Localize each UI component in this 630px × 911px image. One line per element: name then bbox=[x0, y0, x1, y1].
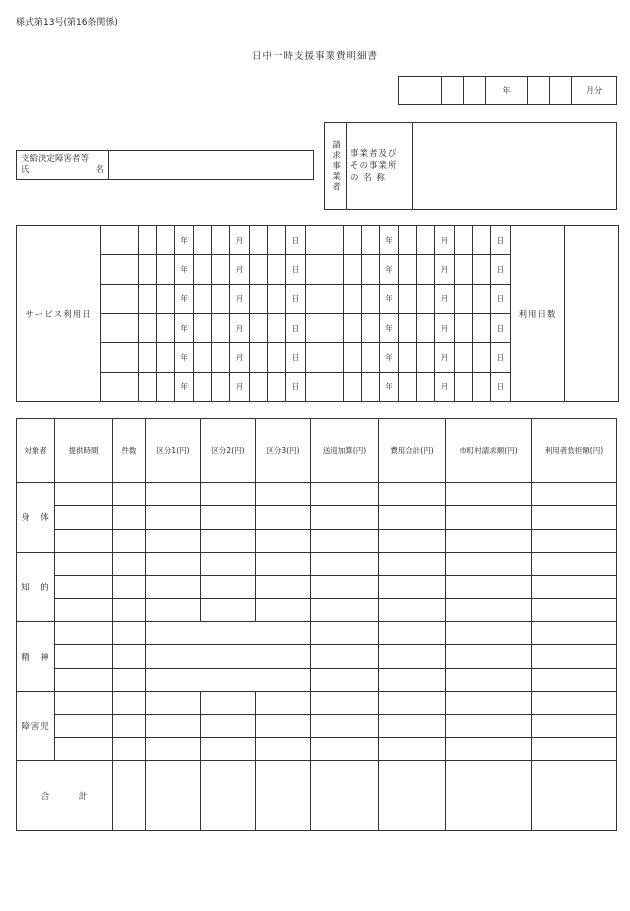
date-input-cell[interactable] bbox=[268, 255, 286, 284]
amount-cell[interactable] bbox=[256, 529, 311, 552]
date-input-cell[interactable] bbox=[212, 372, 230, 401]
amount-cell[interactable] bbox=[446, 506, 532, 529]
period-year-digit-cell[interactable] bbox=[464, 77, 486, 105]
amount-cell[interactable] bbox=[113, 645, 146, 668]
amount-cell[interactable] bbox=[113, 622, 146, 645]
amount-cell[interactable] bbox=[113, 668, 146, 691]
date-input-cell[interactable] bbox=[268, 343, 286, 372]
date-input-cell[interactable] bbox=[473, 255, 491, 284]
date-input-cell[interactable] bbox=[399, 372, 417, 401]
amount-cell[interactable] bbox=[532, 738, 617, 761]
service-days-row bbox=[17, 226, 619, 255]
date-input-cell[interactable] bbox=[473, 343, 491, 372]
date-month-label: 月 bbox=[230, 313, 250, 342]
total-amount-cell[interactable] bbox=[113, 761, 146, 831]
detail-row bbox=[17, 575, 617, 598]
date-day-label: 日 bbox=[286, 372, 306, 401]
detail-row bbox=[17, 645, 617, 668]
date-month-label: 月 bbox=[435, 284, 455, 313]
amount-cell[interactable] bbox=[55, 691, 113, 714]
amount-cell[interactable] bbox=[311, 506, 379, 529]
date-input-cell[interactable] bbox=[157, 255, 175, 284]
date-year-label: 年 bbox=[380, 226, 399, 255]
date-input-cell[interactable] bbox=[344, 372, 362, 401]
date-day-label: 日 bbox=[286, 226, 306, 255]
date-year-label: 年 bbox=[175, 372, 194, 401]
date-input-cell[interactable] bbox=[250, 284, 268, 313]
date-year-label: 年 bbox=[380, 372, 399, 401]
amount-cell[interactable] bbox=[201, 529, 256, 552]
amount-cell[interactable] bbox=[311, 599, 379, 622]
date-month-label: 月 bbox=[435, 226, 455, 255]
amount-cell[interactable] bbox=[256, 575, 311, 598]
detail-row bbox=[17, 715, 617, 738]
date-input-cell[interactable] bbox=[157, 226, 175, 255]
period-era-cell[interactable] bbox=[399, 77, 442, 105]
usage-days-field[interactable] bbox=[565, 226, 619, 402]
amount-cell[interactable] bbox=[201, 575, 256, 598]
date-year-label: 年 bbox=[175, 226, 194, 255]
date-day-label: 日 bbox=[286, 284, 306, 313]
service-days-table bbox=[16, 225, 619, 402]
amount-cell[interactable] bbox=[379, 691, 446, 714]
amount-cell[interactable] bbox=[311, 622, 379, 645]
amount-cell[interactable] bbox=[379, 575, 446, 598]
date-input-cell[interactable] bbox=[306, 284, 344, 313]
amount-cell[interactable] bbox=[113, 691, 146, 714]
detail-header-cell: 区分1(円) bbox=[146, 419, 201, 483]
amount-cell[interactable] bbox=[446, 645, 532, 668]
date-input-cell[interactable] bbox=[417, 284, 435, 313]
total-amount-cell[interactable] bbox=[201, 761, 256, 831]
date-input-cell[interactable] bbox=[455, 372, 473, 401]
amount-cell[interactable] bbox=[532, 506, 617, 529]
date-input-cell[interactable] bbox=[250, 255, 268, 284]
date-input-cell[interactable] bbox=[212, 255, 230, 284]
amount-cell[interactable] bbox=[446, 552, 532, 575]
recipient-label bbox=[17, 151, 109, 180]
detail-header-cell: 対象者 bbox=[17, 419, 55, 483]
date-input-cell[interactable] bbox=[194, 372, 212, 401]
amount-cell[interactable] bbox=[446, 668, 532, 691]
amount-cell[interactable] bbox=[55, 575, 113, 598]
amount-cell[interactable] bbox=[532, 575, 617, 598]
date-input-cell[interactable] bbox=[473, 372, 491, 401]
detail-header-cell: 区分2(円) bbox=[201, 419, 256, 483]
date-input-cell[interactable] bbox=[157, 284, 175, 313]
detail-row bbox=[17, 506, 617, 529]
date-year-label: 年 bbox=[175, 343, 194, 372]
date-input-cell[interactable] bbox=[399, 255, 417, 284]
date-input-cell[interactable] bbox=[455, 255, 473, 284]
date-input-cell[interactable] bbox=[250, 343, 268, 372]
amount-cell[interactable] bbox=[55, 552, 113, 575]
amount-cell[interactable] bbox=[446, 483, 532, 506]
amount-cell[interactable] bbox=[113, 529, 146, 552]
detail-row bbox=[17, 668, 617, 691]
amount-cell[interactable] bbox=[311, 575, 379, 598]
amount-cell[interactable] bbox=[379, 715, 446, 738]
amount-cell[interactable] bbox=[113, 552, 146, 575]
date-input-cell[interactable] bbox=[399, 284, 417, 313]
period-table bbox=[398, 76, 617, 105]
date-input-cell[interactable] bbox=[101, 313, 139, 342]
date-input-cell[interactable] bbox=[362, 372, 380, 401]
amount-cell[interactable] bbox=[532, 552, 617, 575]
provider-label-line1: 事業者及び bbox=[350, 149, 398, 159]
amount-cell[interactable] bbox=[201, 691, 256, 714]
detail-row bbox=[17, 599, 617, 622]
date-day-label: 日 bbox=[286, 343, 306, 372]
amount-cell[interactable] bbox=[55, 529, 113, 552]
amount-cell[interactable] bbox=[532, 599, 617, 622]
date-day-label: 日 bbox=[491, 313, 511, 342]
date-input-cell[interactable] bbox=[417, 372, 435, 401]
date-input-cell[interactable] bbox=[268, 313, 286, 342]
date-day-label: 日 bbox=[491, 284, 511, 313]
detail-row bbox=[17, 529, 617, 552]
date-year-label: 年 bbox=[175, 313, 194, 342]
amount-cell[interactable] bbox=[379, 529, 446, 552]
detail-header-cell: 送迎加算(円) bbox=[311, 419, 379, 483]
date-input-cell[interactable] bbox=[399, 313, 417, 342]
date-input-cell[interactable] bbox=[250, 372, 268, 401]
date-day-label: 日 bbox=[491, 372, 511, 401]
amount-cell[interactable] bbox=[446, 599, 532, 622]
date-month-label: 月 bbox=[230, 372, 250, 401]
provider-name-field[interactable] bbox=[413, 123, 617, 210]
detail-header-cell: 市町村請求額(円) bbox=[446, 419, 532, 483]
date-day-label: 日 bbox=[491, 255, 511, 284]
total-amount-cell[interactable] bbox=[532, 761, 617, 831]
date-input-cell[interactable] bbox=[455, 343, 473, 372]
amount-cell[interactable] bbox=[256, 506, 311, 529]
date-input-cell[interactable] bbox=[362, 313, 380, 342]
date-year-label: 年 bbox=[380, 343, 399, 372]
date-month-label: 月 bbox=[435, 372, 455, 401]
date-input-cell[interactable] bbox=[344, 255, 362, 284]
date-input-cell[interactable] bbox=[306, 372, 344, 401]
date-input-cell[interactable] bbox=[473, 226, 491, 255]
detail-header-cell: 件数 bbox=[113, 419, 146, 483]
date-input-cell[interactable] bbox=[101, 343, 139, 372]
amount-cell[interactable] bbox=[146, 715, 201, 738]
amount-cell[interactable] bbox=[311, 645, 379, 668]
date-input-cell[interactable] bbox=[101, 284, 139, 313]
date-month-label: 月 bbox=[230, 226, 250, 255]
date-year-label: 年 bbox=[175, 284, 194, 313]
detail-header-cell: 区分3(円) bbox=[256, 419, 311, 483]
period-month-label: 月分 bbox=[572, 77, 617, 105]
period-year-digit-cell[interactable] bbox=[442, 77, 464, 105]
amount-cell[interactable] bbox=[532, 715, 617, 738]
amount-cell[interactable] bbox=[311, 668, 379, 691]
recipient-label-line2b: 名 bbox=[95, 165, 104, 175]
date-input-cell[interactable] bbox=[194, 343, 212, 372]
amount-cell[interactable] bbox=[532, 483, 617, 506]
period-month-digit-cell[interactable] bbox=[550, 77, 572, 105]
amount-cell[interactable] bbox=[256, 599, 311, 622]
amount-cell[interactable] bbox=[201, 599, 256, 622]
date-input-cell[interactable] bbox=[417, 343, 435, 372]
total-amount-cell[interactable] bbox=[446, 761, 532, 831]
date-input-cell[interactable] bbox=[212, 343, 230, 372]
amount-cell[interactable] bbox=[55, 645, 113, 668]
recipient-label-line1: 支給決定障害者等 bbox=[21, 154, 90, 164]
detail-row bbox=[17, 622, 617, 645]
amount-cell[interactable] bbox=[379, 622, 446, 645]
date-input-cell[interactable] bbox=[139, 255, 157, 284]
amount-cell[interactable] bbox=[311, 483, 379, 506]
amount-cell[interactable] bbox=[146, 622, 311, 645]
amount-cell[interactable] bbox=[146, 552, 201, 575]
amount-cell[interactable] bbox=[446, 622, 532, 645]
group-label: 精 神 bbox=[17, 622, 55, 692]
date-input-cell[interactable] bbox=[268, 284, 286, 313]
amount-cell[interactable] bbox=[379, 506, 446, 529]
date-input-cell[interactable] bbox=[101, 255, 139, 284]
amount-cell[interactable] bbox=[446, 529, 532, 552]
date-month-label: 月 bbox=[230, 284, 250, 313]
date-input-cell[interactable] bbox=[194, 226, 212, 255]
detail-header-cell: 利用者負担額(円) bbox=[532, 419, 617, 483]
date-day-label: 日 bbox=[491, 226, 511, 255]
date-input-cell[interactable] bbox=[473, 313, 491, 342]
date-input-cell[interactable] bbox=[306, 313, 344, 342]
provider-table bbox=[324, 122, 617, 210]
amount-cell[interactable] bbox=[146, 738, 201, 761]
amount-cell[interactable] bbox=[113, 738, 146, 761]
amount-cell[interactable] bbox=[55, 506, 113, 529]
date-month-label: 月 bbox=[230, 255, 250, 284]
provider-label-line3: の 名 称 bbox=[350, 173, 386, 183]
date-input-cell[interactable] bbox=[399, 226, 417, 255]
amount-cell[interactable] bbox=[256, 552, 311, 575]
amount-cell[interactable] bbox=[55, 668, 113, 691]
provider-label-line2: その事業所 bbox=[350, 161, 398, 171]
date-input-cell[interactable] bbox=[306, 343, 344, 372]
amount-cell[interactable] bbox=[55, 622, 113, 645]
total-amount-cell[interactable] bbox=[311, 761, 379, 831]
amount-cell[interactable] bbox=[113, 715, 146, 738]
recipient-name-field[interactable] bbox=[109, 151, 314, 180]
detail-row bbox=[17, 738, 617, 761]
form-number: 様式第13号(第16条関係) bbox=[16, 18, 118, 28]
amount-cell[interactable] bbox=[532, 668, 617, 691]
amount-cell[interactable] bbox=[146, 575, 201, 598]
date-input-cell[interactable] bbox=[194, 313, 212, 342]
amount-cell[interactable] bbox=[379, 599, 446, 622]
date-input-cell[interactable] bbox=[344, 343, 362, 372]
date-input-cell[interactable] bbox=[306, 226, 344, 255]
provider-side-label-cell bbox=[325, 123, 347, 210]
amount-cell[interactable] bbox=[113, 483, 146, 506]
date-input-cell[interactable] bbox=[362, 284, 380, 313]
total-amount-cell[interactable] bbox=[146, 761, 201, 831]
date-input-cell[interactable] bbox=[417, 226, 435, 255]
amount-cell[interactable] bbox=[146, 506, 201, 529]
date-input-cell[interactable] bbox=[362, 226, 380, 255]
date-input-cell[interactable] bbox=[250, 313, 268, 342]
date-year-label: 年 bbox=[380, 255, 399, 284]
recipient-table bbox=[16, 150, 314, 180]
amount-cell[interactable] bbox=[311, 529, 379, 552]
recipient-label-line2a: 氏 bbox=[21, 165, 30, 175]
date-input-cell[interactable] bbox=[139, 284, 157, 313]
amount-cell[interactable] bbox=[201, 506, 256, 529]
detail-header-row bbox=[17, 419, 617, 483]
date-year-label: 年 bbox=[380, 313, 399, 342]
amount-cell[interactable] bbox=[113, 506, 146, 529]
amount-cell[interactable] bbox=[256, 483, 311, 506]
date-year-label: 年 bbox=[175, 255, 194, 284]
amount-cell[interactable] bbox=[55, 715, 113, 738]
amount-cell[interactable] bbox=[201, 552, 256, 575]
date-year-label: 年 bbox=[380, 284, 399, 313]
date-input-cell[interactable] bbox=[344, 284, 362, 313]
amount-cell[interactable] bbox=[446, 715, 532, 738]
date-input-cell[interactable] bbox=[157, 372, 175, 401]
provider-label bbox=[347, 123, 413, 210]
group-label: 身 体 bbox=[17, 483, 55, 553]
amount-cell[interactable] bbox=[55, 599, 113, 622]
amount-cell[interactable] bbox=[446, 575, 532, 598]
amount-cell[interactable] bbox=[311, 715, 379, 738]
date-input-cell[interactable] bbox=[139, 343, 157, 372]
date-input-cell[interactable] bbox=[268, 372, 286, 401]
service-days-label: サービス利用日 bbox=[17, 226, 101, 402]
amount-cell[interactable] bbox=[311, 691, 379, 714]
usage-days-label: 利用日数 bbox=[511, 226, 565, 402]
detail-row bbox=[17, 483, 617, 506]
date-input-cell[interactable] bbox=[101, 226, 139, 255]
page-title: 日中一時支援事業費明細書 bbox=[251, 51, 378, 62]
total-row bbox=[17, 761, 617, 831]
amount-cell[interactable] bbox=[55, 483, 113, 506]
date-day-label: 日 bbox=[286, 313, 306, 342]
amount-cell[interactable] bbox=[532, 645, 617, 668]
amount-cell[interactable] bbox=[113, 599, 146, 622]
date-input-cell[interactable] bbox=[455, 226, 473, 255]
amount-cell[interactable] bbox=[311, 738, 379, 761]
date-input-cell[interactable] bbox=[212, 284, 230, 313]
amount-cell[interactable] bbox=[379, 483, 446, 506]
amount-cell[interactable] bbox=[379, 738, 446, 761]
amount-cell[interactable] bbox=[311, 552, 379, 575]
date-input-cell[interactable] bbox=[139, 313, 157, 342]
amount-cell[interactable] bbox=[446, 738, 532, 761]
amount-cell[interactable] bbox=[379, 645, 446, 668]
date-input-cell[interactable] bbox=[268, 226, 286, 255]
amount-cell[interactable] bbox=[201, 483, 256, 506]
amount-cell[interactable] bbox=[532, 529, 617, 552]
amount-cell[interactable] bbox=[146, 529, 201, 552]
group-label: 障害児 bbox=[17, 691, 55, 761]
date-input-cell[interactable] bbox=[455, 313, 473, 342]
date-day-label: 日 bbox=[491, 343, 511, 372]
date-input-cell[interactable] bbox=[344, 313, 362, 342]
date-input-cell[interactable] bbox=[417, 313, 435, 342]
detail-table bbox=[16, 418, 617, 831]
amount-cell[interactable] bbox=[201, 738, 256, 761]
date-input-cell[interactable] bbox=[399, 343, 417, 372]
amount-cell[interactable] bbox=[532, 691, 617, 714]
date-input-cell[interactable] bbox=[157, 313, 175, 342]
amount-cell[interactable] bbox=[379, 668, 446, 691]
date-month-label: 月 bbox=[230, 343, 250, 372]
date-input-cell[interactable] bbox=[212, 313, 230, 342]
date-input-cell[interactable] bbox=[157, 343, 175, 372]
amount-cell[interactable] bbox=[146, 668, 311, 691]
date-input-cell[interactable] bbox=[362, 255, 380, 284]
detail-header-cell: 費用合計(円) bbox=[379, 419, 446, 483]
date-input-cell[interactable] bbox=[417, 255, 435, 284]
date-month-label: 月 bbox=[435, 255, 455, 284]
date-day-label: 日 bbox=[286, 255, 306, 284]
date-month-label: 月 bbox=[435, 313, 455, 342]
amount-cell[interactable] bbox=[256, 691, 311, 714]
amount-cell[interactable] bbox=[256, 715, 311, 738]
period-year-label: 年 bbox=[486, 77, 528, 105]
date-input-cell[interactable] bbox=[306, 255, 344, 284]
total-amount-cell[interactable] bbox=[256, 761, 311, 831]
detail-row bbox=[17, 691, 617, 714]
amount-cell[interactable] bbox=[113, 575, 146, 598]
amount-cell[interactable] bbox=[379, 552, 446, 575]
group-label: 知 的 bbox=[17, 552, 55, 622]
amount-cell[interactable] bbox=[532, 622, 617, 645]
total-amount-cell[interactable] bbox=[379, 761, 446, 831]
amount-cell[interactable] bbox=[146, 483, 201, 506]
amount-cell[interactable] bbox=[146, 599, 201, 622]
detail-header-cell: 提供時間 bbox=[55, 419, 113, 483]
date-input-cell[interactable] bbox=[455, 284, 473, 313]
amount-cell[interactable] bbox=[201, 715, 256, 738]
date-input-cell[interactable] bbox=[139, 226, 157, 255]
date-input-cell[interactable] bbox=[194, 255, 212, 284]
period-month-digit-cell[interactable] bbox=[528, 77, 550, 105]
amount-cell[interactable] bbox=[446, 691, 532, 714]
date-input-cell[interactable] bbox=[194, 284, 212, 313]
date-input-cell[interactable] bbox=[139, 372, 157, 401]
date-input-cell[interactable] bbox=[473, 284, 491, 313]
date-input-cell[interactable] bbox=[101, 372, 139, 401]
amount-cell[interactable] bbox=[256, 738, 311, 761]
date-input-cell[interactable] bbox=[344, 226, 362, 255]
amount-cell[interactable] bbox=[146, 691, 201, 714]
amount-cell[interactable] bbox=[146, 645, 311, 668]
provider-side-label: 請求事業者 bbox=[330, 139, 341, 193]
total-label: 合 計 bbox=[17, 761, 113, 831]
date-input-cell[interactable] bbox=[212, 226, 230, 255]
date-month-label: 月 bbox=[435, 343, 455, 372]
date-input-cell[interactable] bbox=[250, 226, 268, 255]
amount-cell[interactable] bbox=[55, 738, 113, 761]
detail-row bbox=[17, 552, 617, 575]
date-input-cell[interactable] bbox=[362, 343, 380, 372]
